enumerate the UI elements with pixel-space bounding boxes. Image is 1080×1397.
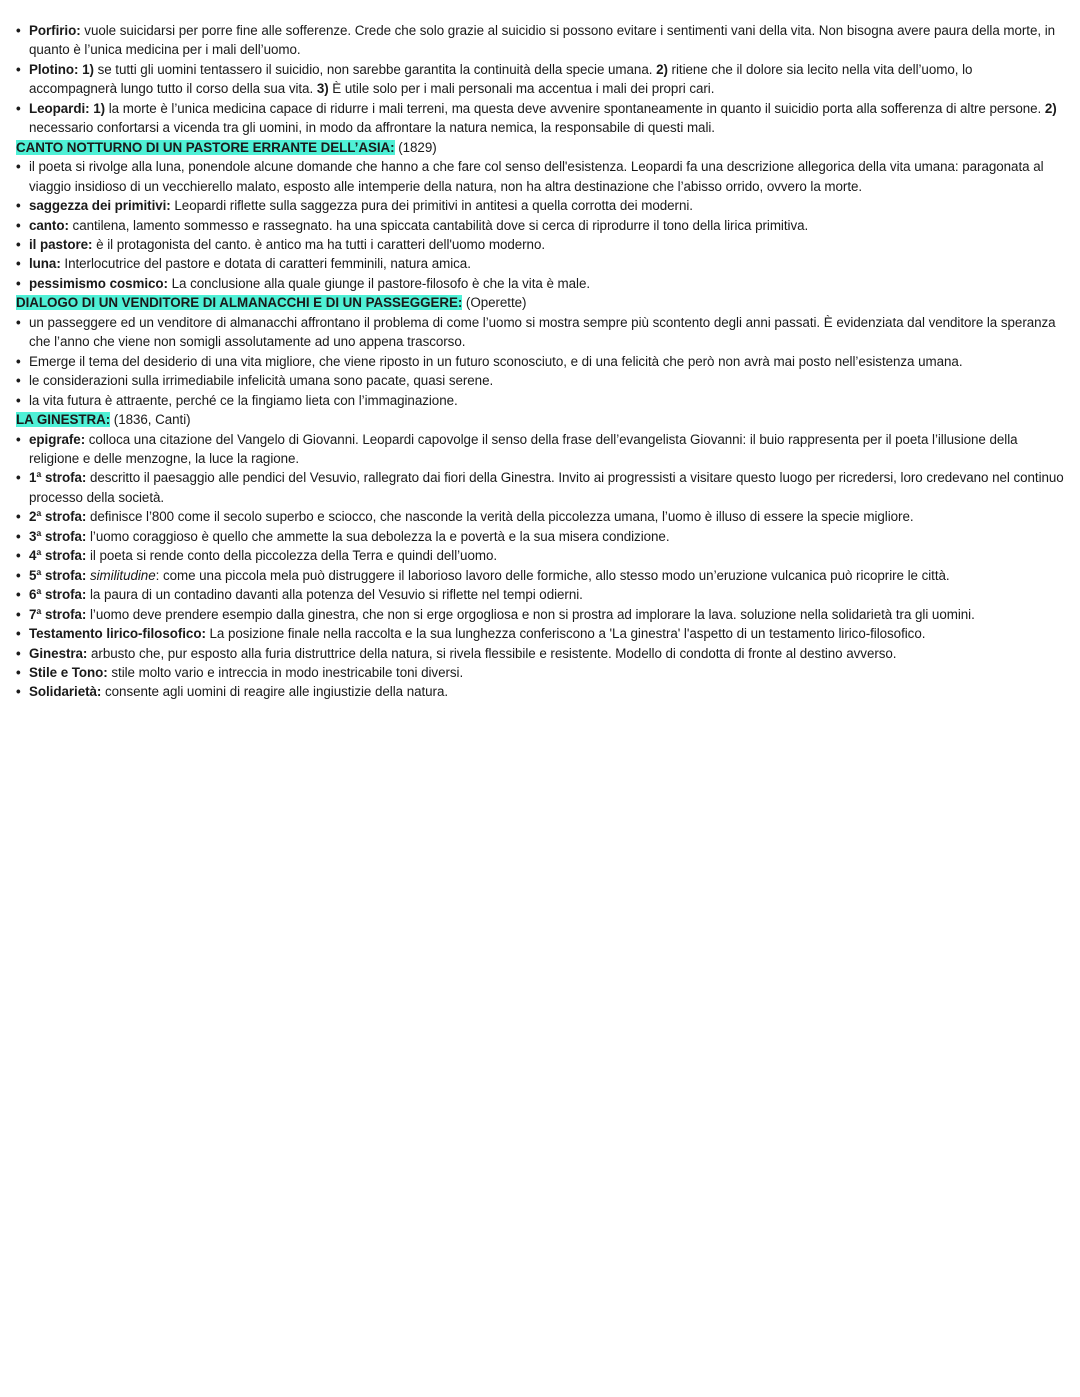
item-term: 2) bbox=[656, 61, 668, 77]
item-term: 3ª strofa: bbox=[29, 528, 87, 544]
bullet-list bbox=[16, 430, 1064, 702]
item-term: 1) bbox=[82, 61, 94, 77]
section-note: (1829) bbox=[394, 139, 437, 155]
section-note: (1836, Canti) bbox=[110, 412, 191, 428]
list-item bbox=[16, 585, 1064, 604]
bullet-list bbox=[16, 21, 1064, 138]
list-item bbox=[16, 391, 1064, 410]
item-term: 2ª strofa: bbox=[29, 509, 87, 525]
item-text: le considerazioni sulla irrimediabile infelicità umana sono pacate, quasi serene. bbox=[29, 373, 494, 389]
item-term: saggezza dei primitivi: bbox=[29, 198, 171, 214]
item-text: La posizione finale nella raccolta e la sua lunghezza conferiscono a 'La ginestra' l'aspetto di un testamento lirico-filosofico. bbox=[205, 626, 926, 642]
item-text: la morte è l’unica medicina capace di ridurre i mali terreni, ma questa deve avvenire spontaneamente in quanto il suicidio porta alla sofferenza di altre persone. bbox=[105, 100, 1045, 116]
list-item bbox=[16, 663, 1064, 682]
list-item bbox=[16, 566, 1064, 585]
list-item bbox=[16, 371, 1064, 390]
item-text: la vita futura è attraente, perché ce la fingiamo lieta con l’immaginazione. bbox=[29, 392, 458, 408]
list-item bbox=[16, 546, 1064, 565]
item-text: Leopardi riflette sulla saggezza pura dei primitivi in antitesi a quella corrotta dei moderni. bbox=[170, 198, 693, 214]
list-item bbox=[16, 527, 1064, 546]
item-text: arbusto che, pur esposto alla furia distruttrice della natura, si rivela flessibile e resistente. Modello di condotta di fronte al destino avverso. bbox=[87, 645, 897, 661]
item-text: stile molto vario e intreccia in modo inestricabile toni diversi. bbox=[107, 664, 464, 680]
section-title-highlighted: CANTO NOTTURNO DI UN PASTORE ERRANTE DELL’ASIA: bbox=[16, 139, 395, 155]
item-text: definisce l’800 come il secolo superbo e sciocco, che nasconde la verità della piccolezza umana, l’uomo è illuso di essere la specie migliore. bbox=[86, 509, 914, 525]
item-text: colloca una citazione del Vangelo di Giovanni. Leopardi capovolge il senso della frase dell’evangelista Giovanni: il buio rappresenta per il poeta l’illusione della religione e delle menzogne, la luce la ragione. bbox=[29, 431, 1018, 466]
item-term: Porfirio: bbox=[29, 23, 81, 38]
item-term: Testamento lirico-filosofico: bbox=[29, 626, 206, 642]
list-item bbox=[16, 60, 1064, 99]
section-title-highlighted: DIALOGO DI UN VENDITORE DI ALMANACCHI E DI UN PASSEGGERE: bbox=[16, 295, 463, 311]
item-text: Emerge il tema del desiderio di una vita migliore, che viene riposto in un futuro sconosciuto, e di una felicità che però non avrà mai posto nell’esistenza umana. bbox=[29, 353, 963, 369]
item-text: necessario confortarsi a vicenda tra gli uomini, in modo da affrontare la natura nemica, la responsabile di questi mali. bbox=[29, 120, 715, 136]
item-text: cantilena, lamento sommesso e rassegnato. ha una spiccata cantabilità dove si cerca di riprodurre il tono della lirica primitiva. bbox=[68, 217, 809, 233]
item-term: 1ª strofa: bbox=[29, 470, 87, 486]
item-term: 2) bbox=[1044, 100, 1057, 116]
bullet-list bbox=[16, 313, 1064, 410]
item-text: il poeta si rivolge alla luna, ponendole alcune domande che hanno a che fare col senso dell'esistenza. Leopardi fa una descrizione allegorica della vita umana: paragonata al viaggio insidioso di un vecchierello malato, esposto alle intemperie della natura, non ha altra destinazione che l’abisso orrido, ovvero la morte. bbox=[29, 159, 1044, 194]
item-text: l’uomo deve prendere esempio dalla ginestra, che non si erge orgogliosa e non si prostra ad implorare la lava. soluzione nella solidarietà tra gli uomini. bbox=[86, 606, 975, 622]
item-text: La conclusione alla quale giunge il pastore-filosofo è che la vita è male. bbox=[167, 275, 591, 291]
item-term: canto: bbox=[29, 217, 69, 233]
section-heading bbox=[16, 410, 1064, 429]
item-text: se tutti gli uomini tentassero il suicidio, non sarebbe garantita la continuità della specie umana. bbox=[93, 61, 657, 77]
list-item bbox=[16, 644, 1064, 663]
item-term: Stile e Tono: bbox=[29, 664, 108, 680]
list-item bbox=[16, 468, 1064, 507]
list-item bbox=[16, 274, 1064, 293]
item-text: : come una piccola mela può distruggere il laborioso lavoro delle formiche, allo stesso modo un’eruzione vulcanica può ricoprire le città. bbox=[155, 567, 950, 583]
list-item bbox=[16, 21, 1064, 60]
section-heading bbox=[16, 138, 1064, 157]
item-text: un passeggere ed un venditore di almanacchi affrontano il problema di come l’uomo si mostra sempre più scontento degli anni passati. È evidenziata dal venditore la speranza che l’anno che viene non somigli assolutamente ad uno appena trascorso. bbox=[29, 314, 1056, 350]
list-item bbox=[16, 196, 1064, 215]
item-term: 1) bbox=[93, 100, 106, 116]
list-item bbox=[16, 216, 1064, 235]
item-text: la paura di un contadino davanti alla potenza del Vesuvio si riflette nel tempi odierni. bbox=[86, 587, 583, 603]
item-term: 3) bbox=[316, 81, 329, 97]
item-term: epigrafe: bbox=[29, 431, 86, 447]
item-text: è il protagonista del canto. è antico ma ha tutti i caratteri dell'uomo moderno. bbox=[92, 236, 546, 252]
list-item bbox=[16, 430, 1064, 469]
section-note: (Operette) bbox=[462, 295, 527, 311]
item-text: Interlocutrice del pastore e dotata di caratteri femminili, natura amica. bbox=[60, 256, 471, 272]
item-text: similitudine bbox=[89, 567, 156, 583]
item-text: ritiene che il dolore sia lecito nella vita dell’uomo, lo accompagnerà lungo tutto il corso della sua vita. bbox=[29, 61, 973, 97]
item-text: vuole suicidarsi per porre fine alle sofferenze. Crede che solo grazie al suicidio si possono evitare i sentimenti vani della vita. Non bisogna avere paura della morte, in quanto è l’unica medicina per i mali dell’uomo. bbox=[29, 23, 1056, 58]
item-term: Solidarietà: bbox=[29, 684, 102, 700]
item-term: 6ª strofa: bbox=[29, 587, 87, 603]
list-item bbox=[16, 507, 1064, 526]
section-title-highlighted: LA GINESTRA: bbox=[16, 412, 111, 428]
item-text: consente agli uomini di reagire alle ingiustizie della natura. bbox=[101, 684, 449, 700]
item-term: 4ª strofa: bbox=[29, 548, 87, 564]
list-item bbox=[16, 99, 1064, 138]
item-text: il poeta si rende conto della piccolezza della Terra e quindi dell’uomo. bbox=[86, 548, 498, 564]
item-term: pessimismo cosmico: bbox=[29, 275, 168, 291]
list-item bbox=[16, 605, 1064, 624]
item-text: descritto il paesaggio alle pendici del Vesuvio, rallegrato dai fiori della Ginestra. Invito ai progressisti a visitare questo luogo per ricredersi, loro credevano nel continuo processo della società. bbox=[29, 470, 1064, 505]
list-item bbox=[16, 352, 1064, 371]
item-text: l’uomo coraggioso è quello che ammette la sua debolezza la e povertà e la sua misera condizione. bbox=[86, 528, 670, 544]
list-item bbox=[16, 682, 1064, 701]
item-term: luna: bbox=[29, 256, 61, 272]
list-item bbox=[16, 157, 1064, 196]
list-item bbox=[16, 624, 1064, 643]
list-item bbox=[16, 313, 1064, 352]
list-item bbox=[16, 254, 1064, 273]
item-text: È utile solo per i mali personali ma accentua i mali dei propri cari. bbox=[328, 81, 715, 97]
item-term: 5ª strofa: bbox=[29, 567, 87, 583]
item-term: Leopardi: bbox=[29, 100, 90, 116]
item-term: 7ª strofa: bbox=[29, 606, 87, 622]
item-term: Plotino: bbox=[29, 61, 79, 77]
item-term: Ginestra: bbox=[29, 645, 88, 661]
section-heading bbox=[16, 293, 1064, 312]
notes-body bbox=[16, 21, 1064, 702]
bullet-list bbox=[16, 157, 1064, 293]
item-term: il pastore: bbox=[29, 236, 93, 252]
list-item bbox=[16, 235, 1064, 254]
